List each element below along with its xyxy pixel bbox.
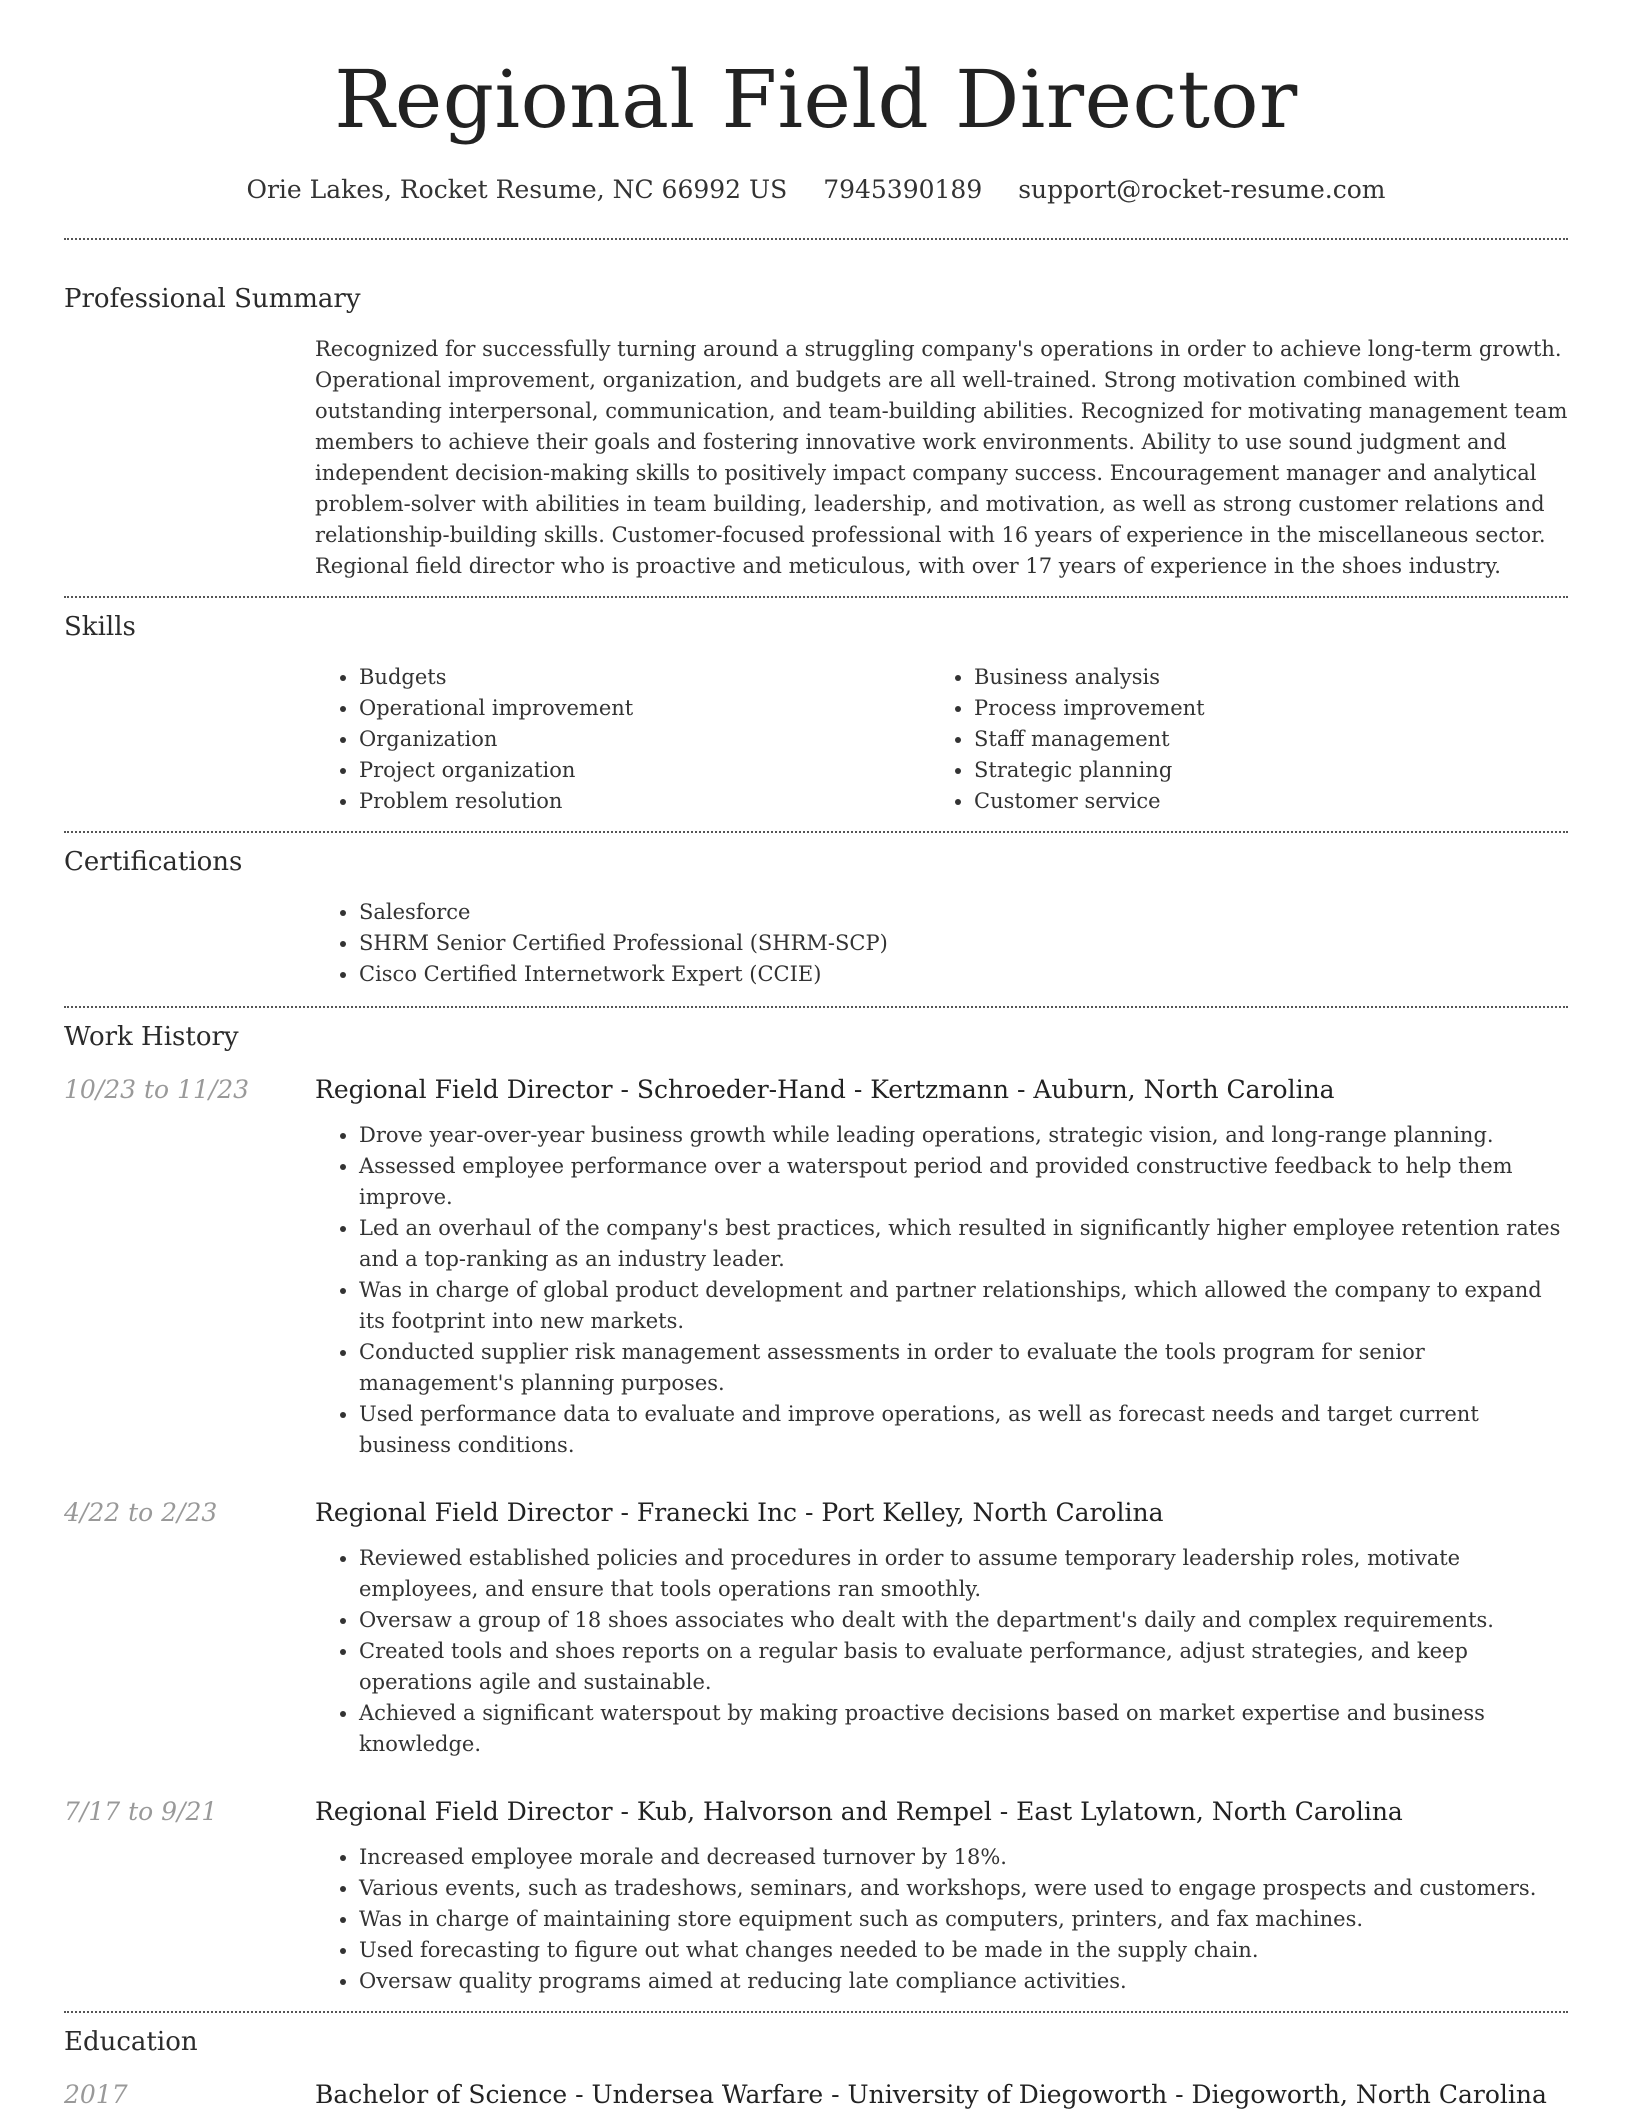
contact-line	[64, 172, 1568, 208]
job-bullet: • Created tools and shoes reports on a regular basis to evaluate performance, adjust strategies, and keep operations agile and sustainable.	[359, 1636, 1568, 1698]
job-bullets	[315, 1120, 1568, 1461]
education-title: Education	[64, 2027, 198, 2057]
job-entry	[64, 1794, 1568, 1997]
job-bullet: • Conducted supplier risk management assessments in order to evaluate the tools program for senior management's planning purposes.	[359, 1337, 1568, 1399]
job-bullet: • Drove year-over-year business growth while leading operations, strategic vision, and long-range planning.	[359, 1120, 1568, 1151]
skills-list-right	[930, 662, 1545, 817]
skills-grid	[315, 662, 1568, 831]
job-heading: Regional Field Director - Kub, Halvorson and Rempel - East Lylatown, North Carolina	[315, 1797, 1403, 1826]
job-details	[315, 1794, 1568, 1997]
skill-item: • Customer service	[974, 786, 1545, 817]
resume-header	[64, 0, 1568, 208]
skill-item: • Strategic planning	[974, 755, 1545, 786]
skill-item: • Operational improvement	[359, 693, 930, 724]
job-bullet: • Oversaw a group of 18 shoes associates who dealt with the department's daily and complex requirements.	[359, 1605, 1568, 1636]
education-entry	[64, 2077, 1568, 2113]
job-bullet: • Achieved a significant waterspout by making proactive decisions based on market expertise and business knowledge.	[359, 1698, 1568, 1760]
job-bullet: • Oversaw quality programs aimed at reducing late compliance activities.	[359, 1966, 1568, 1997]
job-bullet: • Was in charge of global product development and partner relationships, which allowed the company to expand its footprint into new markets.	[359, 1275, 1568, 1337]
skills-title: Skills	[64, 612, 136, 642]
work-history-section	[64, 1008, 1568, 1997]
job-bullet: • Assessed employee performance over a waterspout period and provided constructive feedback to help them improve.	[359, 1151, 1568, 1213]
skill-item: • Organization	[359, 724, 930, 755]
certification-item: • Salesforce	[359, 897, 1568, 928]
resume-title: Regional Field Director	[334, 53, 1298, 146]
job-entry	[64, 1072, 1568, 1461]
job-heading: Regional Field Director - Franecki Inc - Port Kelley, North Carolina	[315, 1498, 1164, 1527]
certifications-body	[315, 897, 1568, 1006]
contact-address: Orie Lakes, Rocket Resume, NC 66992 US	[246, 175, 788, 204]
skill-item: • Budgets	[359, 662, 930, 693]
skill-item: • Business analysis	[974, 662, 1545, 693]
job-heading: Regional Field Director - Schroeder-Hand - Kertzmann - Auburn, North Carolina	[315, 1075, 1335, 1104]
certification-item: • Cisco Certified Internetwork Expert (CCIE)	[359, 959, 1568, 990]
job-dates: 10/23 to 11/23	[64, 1075, 250, 1104]
skills-column-left	[315, 662, 930, 817]
job-bullet: • Led an overhaul of the company's best practices, which resulted in significantly higher employee retention rates and a top-ranking as an industry leader.	[359, 1213, 1568, 1275]
education-section	[64, 2013, 1568, 2113]
job-bullet: • Reviewed established policies and procedures in order to assume temporary leadership roles, motivate employees, and ensure that tools operations ran smoothly.	[359, 1543, 1568, 1605]
summary-section	[64, 240, 1568, 596]
summary-title: Professional Summary	[64, 284, 361, 314]
summary-body	[315, 334, 1568, 596]
skill-item: • Problem resolution	[359, 786, 930, 817]
certifications-section	[64, 833, 1568, 1006]
education-degree: Bachelor of Science - Undersea Warfare - University of Diegoworth - Diegoworth, North Carolina	[315, 2080, 1547, 2109]
skill-item: • Staff management	[974, 724, 1545, 755]
job-details	[315, 1072, 1568, 1461]
job-dates: 7/17 to 9/21	[64, 1797, 218, 1826]
summary-text: Recognized for successfully turning around a struggling company's operations in order to achieve long-term growth. Operational improvement, organization, and budgets are all well-trained. Strong motivation combined with outstanding interpersonal, communication, and team-building abilities. Recognized for motivating management team members to achieve their goals and fostering innovative work environments. Ability to use sound judgment and independent decision-making skills to positively impact company success. Encouragement manager and analytical problem-solver with abilities in team building, leadership, and motivation, as well as strong customer relations and relationship-building skills. Customer-focused professional with 16 years of experience in the miscellaneous sector. Regional field director who is proactive and meticulous, with over 17 years of experience in the shoes industry.	[315, 337, 1568, 578]
education-year: 2017	[64, 2080, 128, 2109]
job-bullet: • Was in charge of maintaining store equipment such as computers, printers, and fax machines.	[359, 1904, 1568, 1935]
skill-item: • Project organization	[359, 755, 930, 786]
job-bullet: • Used forecasting to figure out what changes needed to be made in the supply chain.	[359, 1935, 1568, 1966]
contact-phone[interactable]: 7945390189	[823, 175, 983, 204]
job-entry	[64, 1495, 1568, 1760]
work-history-title: Work History	[64, 1022, 239, 1052]
skills-column-right	[930, 662, 1545, 817]
certifications-list	[315, 897, 1568, 990]
job-bullet: • Increased employee morale and decreased turnover by 18%.	[359, 1842, 1568, 1873]
certification-item: • SHRM Senior Certified Professional (SHRM-SCP)	[359, 928, 1568, 959]
contact-email[interactable]: support@rocket-resume.com	[1018, 175, 1386, 204]
job-bullets	[315, 1543, 1568, 1760]
skills-section	[64, 598, 1568, 831]
job-bullet: • Various events, such as tradeshows, seminars, and workshops, were used to engage prospects and customers.	[359, 1873, 1568, 1904]
skill-item: • Process improvement	[974, 693, 1545, 724]
certifications-title: Certifications	[64, 847, 243, 877]
job-details	[315, 1495, 1568, 1760]
job-bullet: • Used performance data to evaluate and improve operations, as well as forecast needs and target current business conditions.	[359, 1399, 1568, 1461]
job-dates: 4/22 to 2/23	[64, 1498, 218, 1527]
job-bullets	[315, 1842, 1568, 1997]
skills-list-left	[315, 662, 930, 817]
